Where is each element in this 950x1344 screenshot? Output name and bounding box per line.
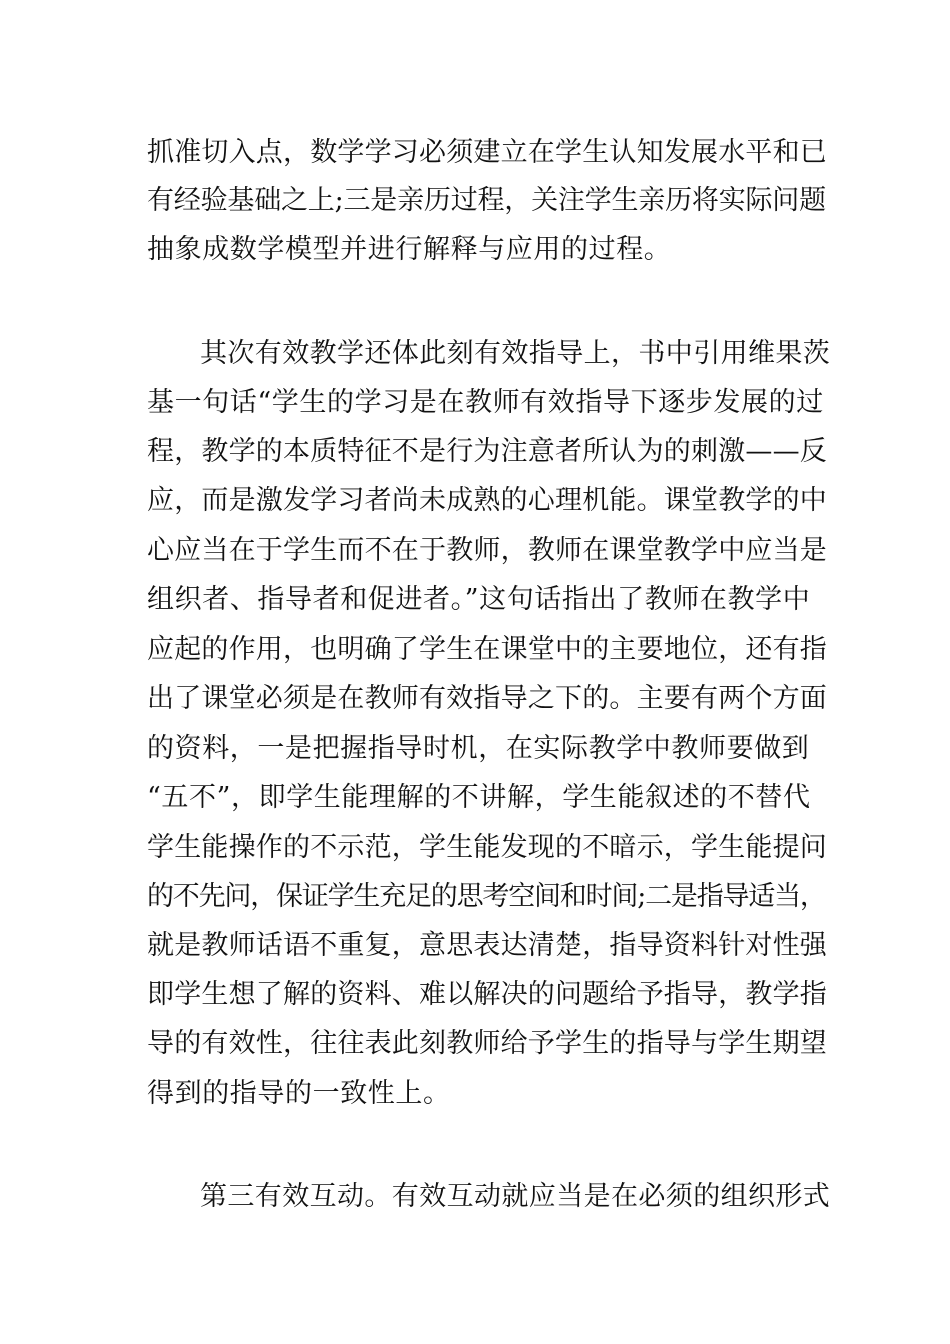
text-line: 组织者、指导者和促进者。”这句话指出了教师在教学中 <box>147 584 811 615</box>
text-line: 应，而是激发学习者尚未成熟的心理机能。课堂教学的中 <box>147 485 827 516</box>
text-line: 出了课堂必须是在教师有效指导之下的。主要有两个方面 <box>147 683 827 714</box>
text-line: 心应当在于学生而不在于教师，教师在课堂教学中应当是 <box>147 535 827 566</box>
text-line: 得到的指导的一致性上。 <box>147 1078 451 1109</box>
text-line: 程，教学的本质特征不是行为注意者所认为的刺激——反 <box>147 436 827 467</box>
text-line: 就是教师话语不重复，意思表达清楚，指导资料针对性强 <box>147 930 827 961</box>
text-line: 抽象成数学模型并进行解释与应用的过程。 <box>147 234 672 265</box>
text-line: 基一句话“学生的学习是在教师有效指导下逐步发展的过 <box>147 387 824 418</box>
text-line: “五不”，即学生能理解的不讲解，学生能叙述的不替代 <box>147 782 811 813</box>
text-line: 其次有效教学还体此刻有效指导上，书中引用维果茨 <box>200 338 831 369</box>
text-line: 有经验基础之上;三是亲历过程，关注学生亲历将实际问题 <box>147 185 826 216</box>
text-line: 的不先问，保证学生充足的思考空间和时间;二是指导适当， <box>147 881 826 912</box>
text-line: 第三有效互动。有效互动就应当是在必须的组织形式 <box>200 1181 831 1212</box>
text-line: 学生能操作的不示范，学生能发现的不暗示，学生能提问 <box>147 832 827 863</box>
text-line: 应起的作用，也明确了学生在课堂中的主要地位，还有指 <box>147 634 827 665</box>
text-line: 即学生想了解的资料、难以解决的问题给予指导，教学指 <box>147 979 827 1010</box>
text-line: 导的有效性，往往表此刻教师给予学生的指导与学生期望 <box>147 1028 827 1059</box>
text-line: 抓准切入点，数学学习必须建立在学生认知发展水平和已 <box>147 137 827 168</box>
text-line: 的资料，一是把握指导时机，在实际教学中教师要做到 <box>147 733 810 764</box>
